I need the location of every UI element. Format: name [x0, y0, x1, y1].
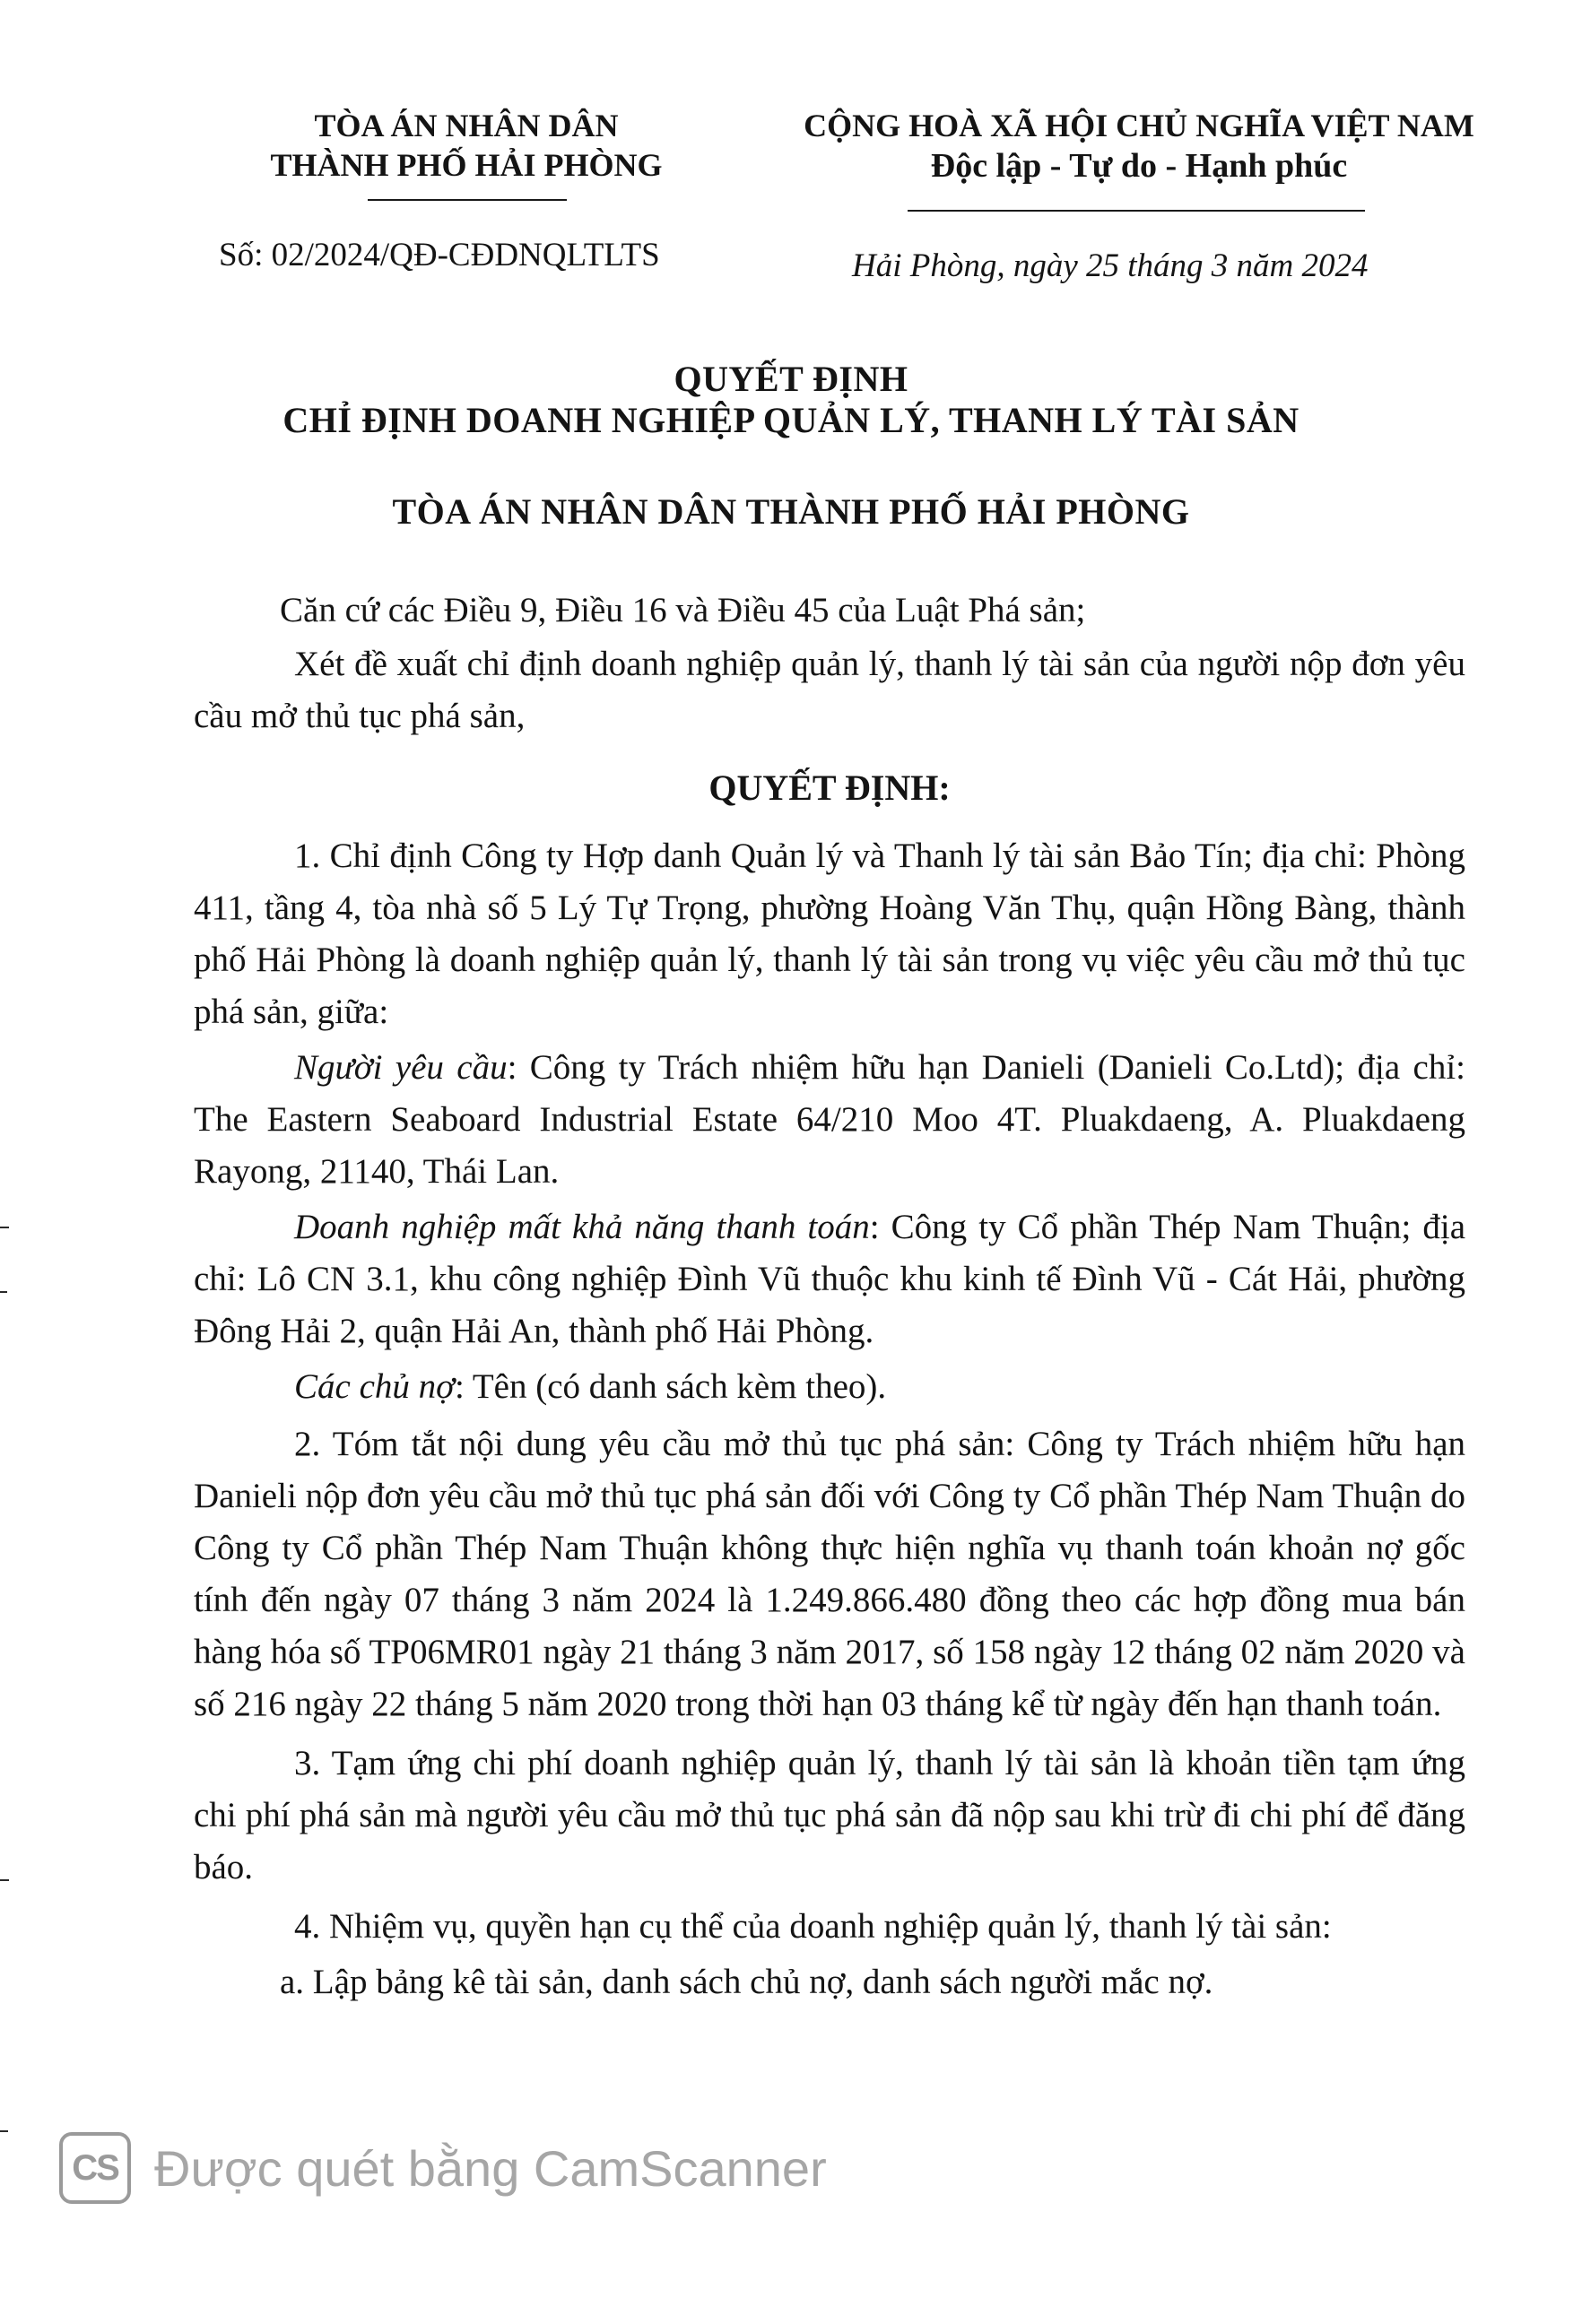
camscanner-text: Được quét bằng CamScanner	[154, 2139, 827, 2197]
requester-paragraph	[194, 1042, 1465, 1198]
article-2: 2. Tóm tắt nội dung yêu cầu mở thủ tục phá sản: Công ty Trách nhiệm hữu hạn Danieli nộp đơn yêu cầu mở thủ tục phá sản đối với Công ty Cổ phần Thép Nam Thuận do Công ty Cổ phần Thép Nam Thuận không thực hiện nghĩa vụ thanh toán khoản nợ gốc tính đến ngày 07 tháng 3 năm 2024 là 1.249.866.480 đồng theo các hợp đồng mua bán hàng hóa số TP06MR01 ngày 21 tháng 3 năm 2017, số 158 ngày 12 tháng 02 năm 2020 và số 216 ngày 22 tháng 5 năm 2020 trong thời hạn 03 tháng kể từ ngày đến hạn thanh toán.	[194, 1425, 1465, 1723]
debtor-label: Doanh nghiệp mất khả năng thanh toán	[294, 1208, 870, 1246]
national-motto-block	[771, 106, 1507, 186]
article-3: 3. Tạm ứng chi phí doanh nghiệp quản lý, thanh lý tài sản là khoản tiền tạm ứng chi phí phá sản mà người yêu cầu mở thủ tục phá sản đã nộp sau khi trừ đi chi phí để đăng báo.	[194, 1744, 1465, 1886]
court-line-1: TÒA ÁN NHÂN DÂN	[314, 108, 619, 143]
document-number: Số: 02/2024/QĐ-CĐDNQLTLTS	[219, 237, 660, 273]
legal-basis: Căn cứ các Điều 9, Điều 16 và Điều 45 của Luật Phá sản;	[280, 591, 1086, 629]
motto-underline	[908, 210, 1365, 212]
nation-line-1: CỘNG HOÀ XÃ HỘI CHỦ NGHĨA VIỆT NAM	[804, 108, 1474, 143]
document-subtitle: CHỈ ĐỊNH DOANH NGHIỆP QUẢN LÝ, THANH LÝ TÀI SẢN	[282, 400, 1300, 440]
issuing-authority: TÒA ÁN NHÂN DÂN THÀNH PHỐ HẢI PHÒNG	[392, 491, 1190, 532]
article-4a: a. Lập bảng kê tài sản, danh sách chủ nợ, danh sách người mắc nợ.	[280, 1963, 1213, 2001]
place-and-date: Hải Phòng, ngày 25 tháng 3 năm 2024	[852, 247, 1369, 284]
debtor-text: : Công ty Cổ phần Thép Nam Thuận; địa chỉ: Lô CN 3.1, khu công nghiệp Đình Vũ thuộc khu kinh tế Đình Vũ - Cát Hải, phường Đông Hải 2, quận Hải An, thành phố Hải Phòng.	[194, 1208, 1466, 1350]
creditors-label: Các chủ nợ	[294, 1367, 455, 1406]
court-name-block	[215, 106, 717, 185]
consideration: Xét đề xuất chỉ định doanh nghiệp quản lý, thanh lý tài sản của người nộp đơn yêu cầu mở thủ tục phá sản,	[194, 645, 1465, 735]
debtor-paragraph	[194, 1201, 1465, 1357]
scan-mark	[0, 2130, 8, 2132]
camscanner-watermark	[59, 2132, 827, 2204]
scan-mark	[0, 1227, 9, 1228]
creditors-paragraph	[194, 1361, 1465, 1413]
requester-label: Người yêu cầu	[294, 1048, 508, 1087]
document-body	[194, 585, 1465, 2008]
decision-heading: QUYẾT ĐỊNH:	[708, 767, 951, 808]
article-4: 4. Nhiệm vụ, quyền hạn cụ thể của doanh nghiệp quản lý, thanh lý tài sản:	[294, 1907, 1332, 1946]
scan-mark	[0, 1291, 7, 1293]
article-1: 1. Chỉ định Công ty Hợp danh Quản lý và Thanh lý tài sản Bảo Tín; địa chỉ: Phòng 411, tầng 4, tòa nhà số 5 Lý Tự Trọng, phường Hoàng Văn Thụ, quận Hồng Bàng, thành phố Hải Phòng là doanh nghiệp quản lý, thanh lý tài sản trong vụ việc yêu cầu mở thủ tục phá sản, giữa:	[194, 837, 1465, 1031]
requester-text: : Công ty Trách nhiệm hữu hạn Danieli (Danieli Co.Ltd); địa chỉ: The Eastern Seaboard Industrial Estate 64/210 Moo 4T. Pluakdaeng, A. Pluakdaeng Rayong, 21140, Thái Lan.	[194, 1048, 1465, 1191]
creditors-text: : Tên (có danh sách kèm theo).	[454, 1367, 887, 1406]
nation-line-2: Độc lập - Tự do - Hạnh phúc	[930, 147, 1348, 185]
court-underline	[368, 199, 567, 201]
camscanner-logo-icon: CS	[59, 2132, 131, 2204]
document-title: QUYẾT ĐỊNH	[674, 359, 908, 399]
scan-mark	[0, 1879, 9, 1881]
court-line-2: THÀNH PHỐ HẢI PHÒNG	[270, 147, 663, 183]
